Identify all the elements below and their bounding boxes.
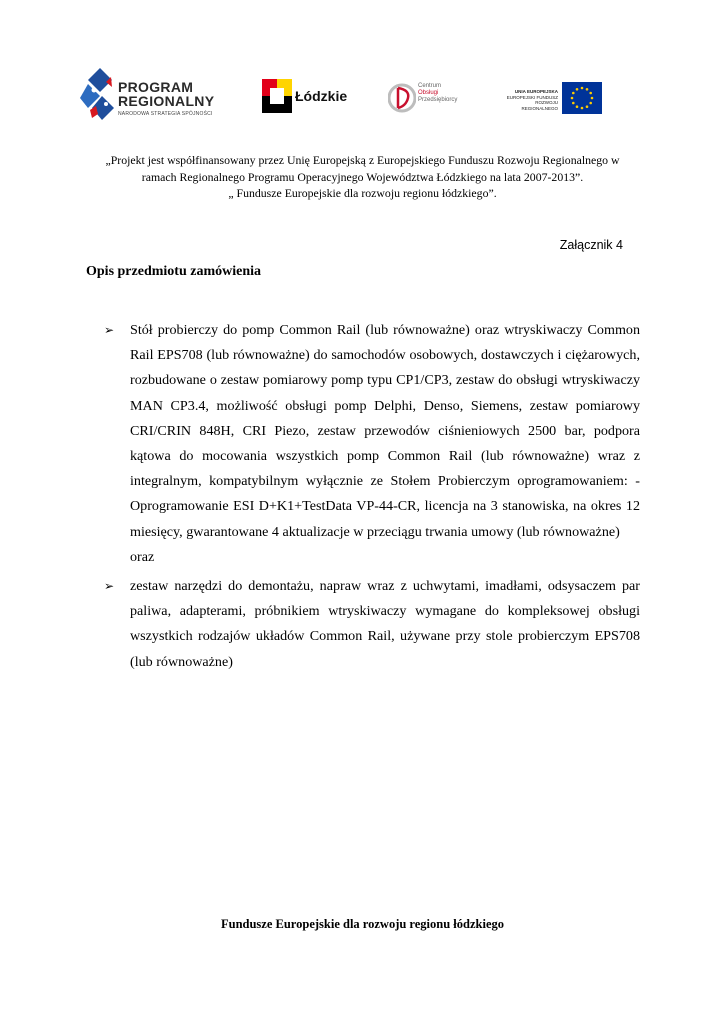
eu-logo-line2: EUROPEJSKI FUNDUSZ (506, 94, 558, 100)
attachment-label: Załącznik 4 (559, 238, 623, 252)
logo-bar (80, 66, 620, 128)
lodzkie-emblem-icon (262, 79, 292, 113)
program-regionalny-emblem-icon (80, 66, 120, 126)
cofinancing-line2: ramach Regionalnego Programu Operacyjnego Województwa Łódzkiego na lata 2007-2013”. (141, 169, 584, 184)
list-item-text: Stół probierczy do pomp Common Rail (lub równoważne) oraz wtryskiwaczy Common Rail EPS708 (lub równoważne) do samochodów osobowych, dostawczych i ciężarowych, rozbudowane o zestaw pomiarowy pomp typu CP1/CP3, zestaw do obsługi wtryskiwaczy MAN CP3.4, możliwość obsługi pomp Delphi, Denso, Siemens, zestaw pomiarowy CRI/CRIN 848H, CRI Piezo, zestaw przewodów ciśnieniowych 2500 bar, podpora kątowa do mocowania wszystkich pomp Common Rail (lub równoważne) wraz z integralnym, kompatybilnym wyłącznie ze Stołem Probierczym oprogramowaniem: - Oprogramowanie ESI D+K1+TestData VP-44-CR, licencja na 3 stanowiska, na okres 12 miesięcy, gwarantowane 4 aktualizacje w przeciągu trwania umowy (lub równoważne) (130, 322, 640, 540)
centrum-logo-line1: Centrum (418, 83, 442, 89)
lodzkie-logo-text: Łódzkie (295, 88, 348, 104)
eu-logo-line3: ROZWOJU REGIONALNEGO (521, 100, 558, 111)
list-item (104, 574, 640, 675)
centrum-logo-line2: Obsługi (418, 90, 439, 96)
list-item (104, 318, 640, 545)
page-footer: Fundusze Europejskie dla rozwoju regionu łódzkiego (220, 917, 505, 931)
arrow-bullet-icon: ➢ (104, 323, 115, 337)
document-title: Opis przedmiotu zamówienia (86, 264, 261, 279)
cofinancing-statement (70, 152, 655, 202)
eu-logo-line1: UNIA EUROPEJSKA (514, 89, 558, 94)
lodzkie-logo (262, 79, 352, 115)
centrum-obslugi-logo (388, 80, 468, 120)
program-logo-line1: PROGRAM (118, 79, 194, 95)
centrum-obslugi-emblem-icon (388, 80, 416, 116)
eu-flag-icon (562, 82, 602, 114)
list-item-text: zestaw narzędzi do demontażu, napraw wraz z uchwytami, imadłami, odsysaczem par paliwa, adapterami, próbnikiem wtryskiwaczy wymagane do kompleksowej obsługi wszystkich rodzajów układów Common Rail, używane przy stole probierczym EPS708 (lub równoważne) (130, 578, 640, 670)
arrow-bullet-icon: ➢ (104, 579, 115, 594)
program-logo-line2: REGIONALNY (118, 93, 215, 109)
cofinancing-line1: „Projekt jest współfinansowany przez Unię Europejską z Europejskiego Funduszu Rozwoju Regionalnego w (105, 153, 620, 167)
cofinancing-line3: „ Fundusze Europejskie dla rozwoju regionu łódzkiego”. (228, 186, 497, 200)
program-regionalny-logo (80, 66, 230, 126)
connector-text: oraz (130, 548, 155, 565)
eu-logo (498, 80, 602, 116)
order-description (104, 318, 640, 675)
program-logo-line3: NARODOWA STRATEGIA SPÓJNOŚCI (118, 111, 213, 117)
centrum-logo-line3: Przedsiębiorcy (418, 97, 458, 103)
